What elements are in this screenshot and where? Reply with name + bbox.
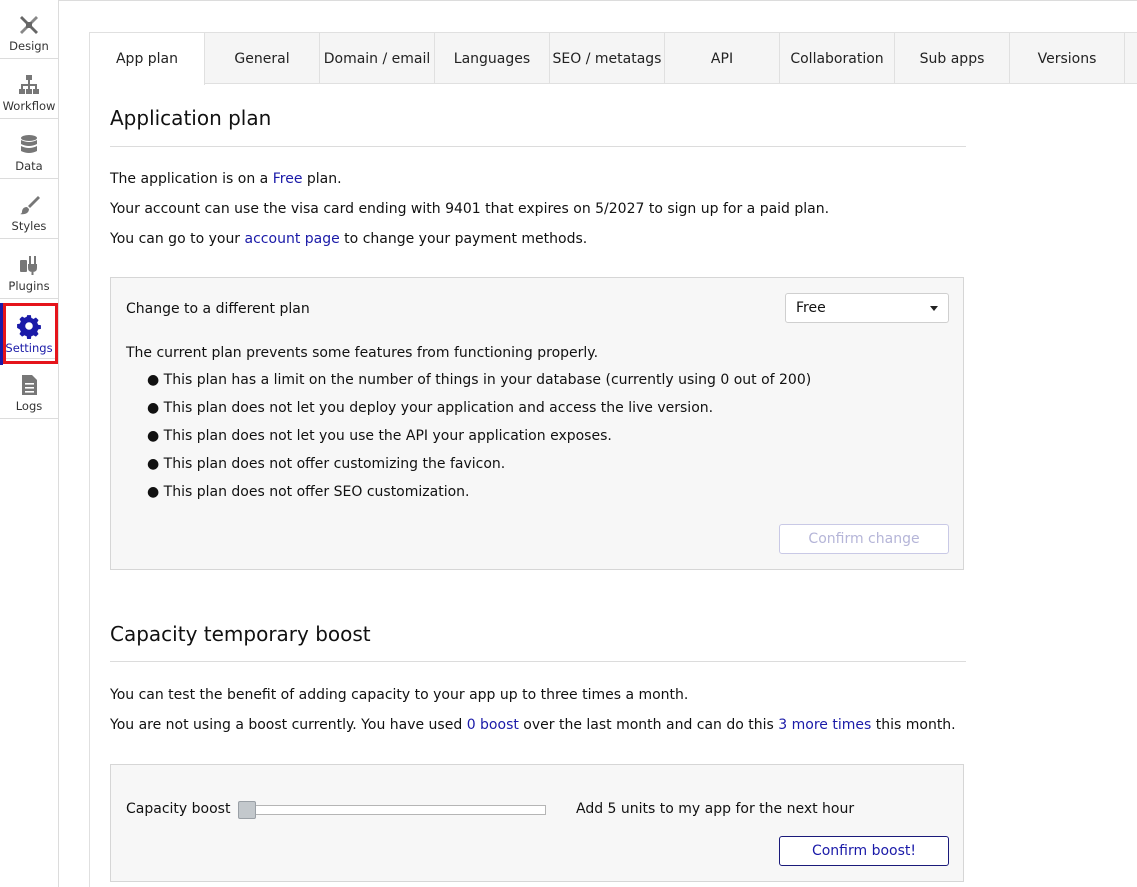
boost-count-link[interactable]: 0 boost xyxy=(466,717,519,733)
plan-select[interactable] xyxy=(785,293,949,323)
caret-down-icon xyxy=(930,306,938,311)
capacity-slider-track[interactable] xyxy=(238,805,546,815)
card-info-text: Your account can use the visa card ending with 9401 that expires on 5/2027 to sign up for a paid plan. xyxy=(110,201,830,217)
document-icon xyxy=(17,373,41,397)
boost-info-text: You can test the benefit of adding capacity to your app up to three times a month. xyxy=(110,687,689,703)
tab-app-plan[interactable]: App plan xyxy=(89,33,205,85)
sidebar-item-label: Design xyxy=(9,39,49,53)
sidebar-item-plugins[interactable] xyxy=(0,240,58,299)
limit-item: ● This plan has a limit on the number of things in your database (currently using 0 out of 200) xyxy=(147,372,812,388)
account-page-link[interactable]: account page xyxy=(244,231,340,247)
sidebar-item-label: Plugins xyxy=(8,279,50,293)
tab-languages[interactable]: Languages xyxy=(435,33,550,84)
sidebar xyxy=(0,0,59,887)
divider xyxy=(110,661,966,662)
limit-item: ● This plan does not offer SEO customization. xyxy=(147,484,470,500)
limit-item: ● This plan does not offer customizing the favicon. xyxy=(147,456,506,472)
tab-versions[interactable]: Versions xyxy=(1010,33,1125,84)
tab-general[interactable]: General xyxy=(205,33,320,84)
divider xyxy=(110,146,966,147)
sidebar-item-label: Logs xyxy=(15,399,43,413)
tab-api[interactable]: API xyxy=(665,33,780,84)
sidebar-item-label: Settings xyxy=(5,341,53,355)
limit-item: ● This plan does not let you deploy your application and access the live version. xyxy=(147,400,714,416)
tab-domain-email[interactable]: Domain / email xyxy=(320,33,435,84)
application-plan-title: Application plan xyxy=(110,106,272,130)
sidebar-item-workflow[interactable] xyxy=(0,60,58,119)
capacity-slider-thumb[interactable] xyxy=(238,801,256,819)
capacity-boost-box xyxy=(110,764,964,882)
sidebar-item-label: Styles xyxy=(11,219,47,233)
sidebar-item-settings[interactable] xyxy=(0,300,58,359)
sidebar-item-logs[interactable] xyxy=(0,360,58,419)
capacity-boost-title: Capacity temporary boost xyxy=(110,622,371,646)
change-plan-box xyxy=(110,277,964,570)
boost-description: Add 5 units to my app for the next hour xyxy=(576,801,855,817)
active-indicator xyxy=(0,303,3,365)
tab-collaboration[interactable]: Collaboration xyxy=(780,33,895,84)
payment-methods-text: You can go to your account page to change your payment methods. xyxy=(110,231,588,247)
tab-sub-apps[interactable]: Sub apps xyxy=(895,33,1010,84)
plan-status-text: The application is on a Free plan. xyxy=(110,171,342,187)
capacity-boost-label: Capacity boost xyxy=(126,801,231,817)
design-icon xyxy=(17,13,41,37)
sidebar-item-data[interactable] xyxy=(0,120,58,179)
confirm-boost-button[interactable]: Confirm boost! xyxy=(779,836,949,866)
tab-seo-metatags[interactable]: SEO / metatags xyxy=(550,33,665,84)
top-border xyxy=(0,0,1137,1)
sidebar-item-styles[interactable] xyxy=(0,180,58,239)
remaining-times-link[interactable]: 3 more times xyxy=(778,717,872,733)
panel-border xyxy=(89,84,90,887)
plan-select-value: Free xyxy=(796,300,826,316)
sidebar-item-label: Data xyxy=(15,159,43,173)
plan-warning-text: The current plan prevents some features from functioning properly. xyxy=(126,345,599,361)
workflow-icon xyxy=(17,73,41,97)
gear-icon xyxy=(16,313,42,339)
brush-icon xyxy=(17,193,41,217)
plug-icon xyxy=(17,253,41,277)
change-plan-label: Change to a different plan xyxy=(126,301,310,317)
limit-item: ● This plan does not let you use the API your application exposes. xyxy=(147,428,612,444)
sidebar-item-label: Workflow xyxy=(2,99,56,113)
sidebar-item-design[interactable] xyxy=(0,0,58,59)
free-plan-link[interactable]: Free xyxy=(272,171,303,187)
settings-tabs xyxy=(89,32,1137,84)
boost-usage-text: You are not using a boost currently. You have used 0 boost over the last month and can do this 3 more times this month. xyxy=(110,717,956,733)
database-icon xyxy=(17,133,41,157)
confirm-change-button[interactable]: Confirm change xyxy=(779,524,949,554)
